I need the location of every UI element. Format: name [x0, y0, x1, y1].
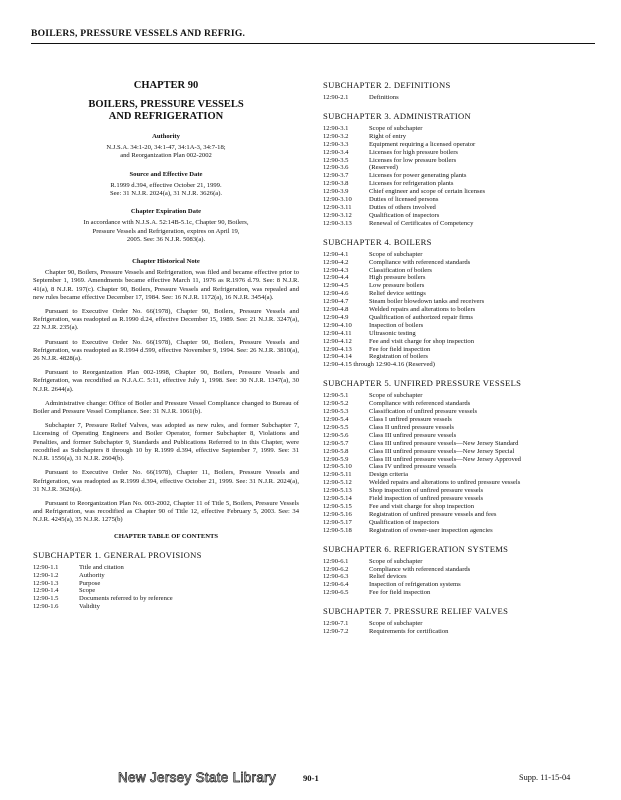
toc-entry — [323, 581, 595, 589]
section-title: Welded repairs and alterations to boilers — [369, 306, 476, 314]
section-number: 12:90-5.6 — [323, 431, 349, 439]
expiration-line2: Pressure Vessels and Refrigeration, expires on April 19, — [92, 227, 240, 235]
section-title: Compliance with referenced standards — [369, 400, 471, 408]
toc-entry — [323, 511, 595, 519]
section-number: 12:90-4.8 — [323, 306, 349, 314]
history-notes — [33, 269, 299, 524]
section-number: 12:90-6.2 — [323, 565, 349, 573]
section-title: Welded repairs and alterations to unfired pressure vessels — [369, 479, 521, 487]
section-number: 12:90-5.13 — [323, 487, 352, 495]
toc-entry — [323, 298, 595, 306]
section-number: 12:90-3.4 — [323, 148, 349, 156]
section-number: 12:90-4.4 — [323, 274, 349, 282]
section-number: 12:90-3.10 — [323, 196, 352, 204]
toc-entry — [323, 133, 595, 141]
toc-entry — [33, 587, 299, 595]
section-title: Field inspection of unfired pressure vessels — [369, 495, 484, 503]
toc-entry — [323, 259, 595, 267]
section-title: Qualification of inspectors — [369, 211, 440, 219]
toc-entry — [323, 346, 595, 354]
section-title: Fee for field inspection — [369, 345, 431, 353]
section-number: 12:90-5.3 — [323, 408, 349, 416]
section-title: Registration of owner-user inspection agencies — [369, 526, 493, 534]
section-number: 12:90-2.1 — [323, 94, 349, 101]
authority-line2: and Reorganization Plan 002-2002 — [120, 152, 212, 160]
section-title: Licenses for power generating plants — [369, 172, 467, 180]
toc-entry — [33, 595, 299, 603]
section-title: Inspection of boilers — [369, 321, 424, 329]
history-paragraph: Pursuant to Reorganization Plan No. 003-2002, Chapter 11 of Title 5, Boilers, Pressure Vessels and Refrigeration, was recodified as Chapter 90 of Title 12, effective February 5, 2003. See: 34 N.J.R. 4245(a), 35 N.J.R. 1275(b) — [33, 499, 299, 524]
section-title: Scope of subchapter — [369, 557, 423, 565]
toc-entry — [33, 580, 299, 588]
section-title: Qualification of authorized repair firms — [369, 313, 473, 321]
source-line1: R.1999 d.394, effective October 21, 1999. — [110, 181, 222, 189]
section-title: Class III unfired pressure vessels — [369, 431, 457, 439]
toc-entry — [323, 251, 595, 259]
section-number: 12:90-4.5 — [323, 282, 349, 290]
section-number: 12:90-5.9 — [323, 455, 349, 463]
section-number: 12:90-1.6 — [33, 603, 59, 611]
section-title: Right of entry — [369, 132, 406, 140]
section-number: 12:90-5.5 — [323, 423, 349, 431]
section-title: Definitions — [369, 94, 399, 101]
supplement-date: Supp. 11-15-04 — [519, 773, 571, 782]
toc-entry — [323, 322, 595, 330]
toc-entry — [323, 353, 595, 361]
section-number: 12:90-5.2 — [323, 400, 349, 408]
history-paragraph: Pursuant to Reorganization Plan 002-1998, Chapter 90, Boilers, Pressure Vessels and Refrigeration, was recodified as N.J.A.C. 5:11, effective July 1, 1998. See: 30 N.J.R. 1347(a), 30 N.J.R. 2644(a). — [33, 369, 299, 393]
section-title: Fee and visit charge for shop inspection — [369, 337, 474, 345]
section-title: Class IV unfired pressure vessels — [369, 463, 457, 471]
section-title: Classification of unfired pressure vessels — [369, 408, 478, 416]
history-paragraph: Pursuant to Executive Order No. 66(1978), Chapter 11, Boilers, Pressure Vessels and Refrigeration, was readopted as R.1999 d.394, effective October 21, 1999. See: 31 N.J.R. 2024(a), 31 N.J.R. 3626(a). — [33, 469, 299, 493]
toc-entry — [323, 448, 595, 456]
section-number: 12:90-4.3 — [323, 266, 349, 274]
section-number: 12:90-3.13 — [323, 219, 352, 227]
section-title: Licenses for refrigeration plants — [369, 180, 454, 188]
source-heading: Source and Effective Date — [129, 170, 203, 178]
toc-entry — [323, 94, 595, 102]
left-column — [33, 80, 299, 611]
page-footer — [0, 770, 621, 790]
section-title: Qualification of inspectors — [369, 518, 440, 526]
toc-entry — [323, 432, 595, 440]
header-rule — [31, 43, 595, 44]
toc-entry — [323, 196, 595, 204]
toc-entry — [323, 361, 595, 369]
toc-entry — [323, 400, 595, 408]
section-number: 12:90-7.1 — [323, 620, 349, 628]
toc-entry — [323, 566, 595, 574]
subchapter-heading: SUBCHAPTER 3. ADMINISTRATION — [323, 110, 472, 121]
section-number: 12:90-6.4 — [323, 581, 349, 589]
section-title: Compliance with referenced standards — [369, 258, 471, 266]
section-number: 12:90-7.2 — [323, 628, 349, 636]
toc-entry — [323, 487, 595, 495]
section-number: 12:90-4.10 — [323, 321, 352, 329]
section-title: 12:90-4.15 through 12:90-4.16 (Reserved) — [323, 361, 435, 369]
section-number: 12:90-3.1 — [323, 124, 349, 132]
history-paragraph: Chapter 90, Boilers, Pressure Vessels and Refrigeration, was filed and became effective prior to September 1, 1969. Amendments became effective March 11, 1976 as R.1976 d.79. See: 8 N.J.R. 41(a), 8 N.J.R. 197(c). Chapter 90, Boilers, Pressure Vessels and Refrigeration, was repealed and new rules became effective December 17, 1984. See: 16 N.J.R. 1172(a), 16 N.J.R. 3454(a). — [33, 269, 299, 301]
toc-entry — [323, 204, 595, 212]
section-number: 12:90-5.12 — [323, 479, 352, 487]
toc-entry — [323, 141, 595, 149]
toc-entry — [323, 519, 595, 527]
section-title: (Reserved) — [369, 164, 398, 172]
section-number: 12:90-1.2 — [33, 571, 59, 579]
section-title: Relief device settings — [369, 290, 426, 298]
expiration-text — [33, 219, 299, 244]
toc-entry — [323, 125, 595, 133]
toc-entry — [323, 290, 595, 298]
toc-entry — [33, 572, 299, 580]
toc-entry — [323, 212, 595, 220]
expiration-line3: 2005. See: 36 N.J.R. 5083(a). — [126, 235, 206, 243]
section-number: 12:90-5.14 — [323, 495, 352, 503]
section-number: 12:90-5.10 — [323, 463, 352, 471]
page-number: 90-1 — [303, 773, 319, 783]
toc-entry — [323, 274, 595, 282]
section-title: Requirements for certification — [369, 628, 449, 636]
section-number: 12:90-3.2 — [323, 132, 349, 140]
toc-entry — [323, 172, 595, 180]
section-title: High pressure boilers — [369, 274, 426, 282]
toc-heading: CHAPTER TABLE OF CONTENTS — [113, 532, 219, 540]
section-title: Chief engineer and scope of certain licenses — [369, 188, 486, 196]
section-title: Design criteria — [369, 471, 408, 479]
toc-entry — [323, 620, 595, 628]
section-title: Scope of subchapter — [369, 124, 423, 132]
toc-entry — [323, 306, 595, 314]
section-number: 12:90-6.3 — [323, 573, 349, 581]
history-paragraph: Pursuant to Executive Order No. 66(1978), Chapter 90, Boilers, Pressure Vessels and Refrigeration, was readopted as R.1990 d.24, effective December 15, 1989. See: 21 N.J.R. 3247(a), 22 N.J.R. 235(a). — [33, 308, 299, 332]
section-number: 12:90-3.6 — [323, 164, 349, 172]
section-number: 12:90-5.8 — [323, 447, 349, 455]
section-number: 12:90-4.13 — [323, 345, 352, 353]
section-title: Scope of subchapter — [369, 392, 423, 400]
running-head: BOILERS, PRESSURE VESSELS AND REFRIG. — [31, 28, 246, 39]
authority-heading: Authority — [152, 133, 180, 140]
history-heading: Chapter Historical Note — [132, 258, 200, 266]
section-title: Relief devices — [369, 573, 407, 581]
toc-entry — [323, 424, 595, 432]
section-title: Title and citation — [79, 563, 124, 571]
chapter-title-line1: BOILERS, PRESSURE VESSELS — [88, 99, 244, 110]
toc-entry — [323, 149, 595, 157]
chapter-title-line2: AND REFRIGERATION — [108, 111, 224, 122]
section-title: Inspection of refrigeration systems — [369, 581, 461, 589]
section-number: 12:90-3.8 — [323, 180, 349, 188]
section-number: 12:90-5.16 — [323, 510, 352, 518]
section-title: Classification of boilers — [369, 266, 432, 274]
toc-entry — [323, 282, 595, 290]
toc-entry — [323, 495, 595, 503]
toc-entry — [323, 164, 595, 172]
toc-entry — [323, 471, 595, 479]
section-title: Fee for field inspection — [369, 589, 431, 597]
section-title: Steam boiler blowdown tanks and receivers — [369, 298, 485, 306]
source-line2: See: 31 N.J.R. 2024(a), 31 N.J.R. 3626(a). — [109, 190, 223, 198]
section-title: Class II unfired pressure vessels — [369, 423, 454, 431]
authority-line1: N.J.S.A. 34:1-20, 34:1-47, 34:1A-3, 34:7-18; — [106, 144, 226, 152]
section-number: 12:90-3.5 — [323, 156, 349, 164]
toc-entry — [323, 220, 595, 228]
section-title: Class III unfired pressure vessels—New Jersey Standard — [369, 439, 519, 447]
toc-entry — [33, 564, 299, 572]
section-title: Class I unfired pressure vessels — [369, 416, 452, 423]
toc-right — [323, 80, 595, 636]
expiration-line1: In accordance with N.J.S.A. 52:14B-5.1c, Chapter 90, Boilers, — [83, 219, 249, 227]
subchapter-heading: SUBCHAPTER 4. BOILERS — [323, 236, 432, 247]
toc-entry — [323, 440, 595, 448]
toc-entry — [323, 157, 595, 165]
toc-entry — [323, 338, 595, 346]
expiration-heading: Chapter Expiration Date — [130, 208, 202, 216]
section-title: Shop inspection of unfired pressure vessels — [369, 487, 484, 495]
section-number: 12:90-5.7 — [323, 439, 349, 447]
section-title: Scope of subchapter — [369, 620, 423, 628]
section-title: Duties of others involved — [369, 203, 436, 211]
authority-text — [33, 144, 299, 160]
section-title: Compliance with referenced standards — [369, 565, 471, 573]
section-number: 12:90-5.17 — [323, 518, 352, 526]
toc-entry — [323, 589, 595, 597]
toc-entry — [323, 503, 595, 511]
toc-entry — [323, 463, 595, 471]
toc-left — [33, 550, 299, 611]
section-title: Registration of unfired pressure vessels and fees — [369, 510, 497, 518]
section-title: Class III unfired pressure vessels—New Jersey Special — [369, 447, 515, 455]
section-title: Licenses for high pressure boilers — [369, 148, 458, 156]
source-text — [33, 182, 299, 198]
section-title: Scope of subchapter — [369, 250, 423, 258]
section-number: 12:90-4.1 — [323, 250, 349, 258]
section-title: Purpose — [79, 579, 101, 587]
section-number: 12:90-3.12 — [323, 211, 352, 219]
toc-entry — [323, 456, 595, 464]
section-number: 12:90-4.14 — [323, 353, 352, 361]
section-title: Duties of licensed persons — [369, 196, 439, 204]
section-number: 12:90-4.6 — [323, 290, 349, 298]
section-title: Validity — [79, 603, 100, 611]
section-title: Class III unfired pressure vessels—New Jersey Approved — [369, 455, 521, 463]
toc-entry — [323, 527, 595, 535]
section-number: 12:90-1.4 — [33, 587, 59, 595]
toc-entry — [323, 416, 595, 424]
section-number: 12:90-6.1 — [323, 557, 349, 565]
section-number: 12:90-3.9 — [323, 188, 349, 196]
toc-entry — [323, 573, 595, 581]
section-number: 12:90-1.5 — [33, 595, 59, 603]
toc-entry — [323, 314, 595, 322]
section-number: 12:90-5.15 — [323, 502, 352, 510]
subchapter-heading: SUBCHAPTER 1. GENERAL PROVISIONS — [33, 549, 202, 560]
section-number: 12:90-5.4 — [323, 416, 349, 423]
subchapter-heading: SUBCHAPTER 5. UNFIRED PRESSURE VESSELS — [323, 378, 522, 389]
history-paragraph: Administrative change: Office of Boiler and Pressure Vessel Compliance changed to Bureau of Boiler and Pressure Vessel Compliance. See: 31 N.J.R. 1061(b). — [33, 399, 299, 416]
subchapter-heading: SUBCHAPTER 6. REFRIGERATION SYSTEMS — [323, 543, 509, 554]
section-number: 12:90-5.11 — [323, 471, 352, 479]
toc-entry — [323, 180, 595, 188]
toc-entry — [323, 408, 595, 416]
toc-entry — [33, 603, 299, 611]
section-number: 12:90-1.3 — [33, 579, 59, 587]
section-title: Authority — [79, 571, 105, 579]
section-number: 12:90-4.12 — [323, 337, 352, 345]
chapter-number: CHAPTER 90 — [133, 80, 199, 91]
section-title: Licenses for low pressure boilers — [369, 156, 457, 164]
section-number: 12:90-4.9 — [323, 313, 349, 321]
history-paragraph: Pursuant to Executive Order No. 66(1978), Chapter 90, Boilers, Pressure Vessels and Refrigeration, was readopted as R.1994 d.599, effective November 9, 1994. See: 26 N.J.R. 3810(a), 26 N.J.R. 4828(a). — [33, 338, 299, 363]
section-number: 12:90-4.7 — [323, 298, 349, 306]
section-number: 12:90-1.1 — [33, 563, 59, 571]
toc-entry — [323, 392, 595, 400]
section-number: 12:90-5.18 — [323, 526, 352, 534]
section-title: Scope — [79, 587, 96, 595]
section-title: Renewal of Certificates of Competency — [369, 219, 474, 227]
toc-entry — [323, 558, 595, 566]
section-number: 12:90-3.11 — [323, 203, 352, 211]
chapter-title — [33, 99, 299, 123]
toc-entry — [323, 479, 595, 487]
section-title: Registration of boilers — [369, 353, 428, 361]
section-number: 12:90-4.11 — [323, 329, 352, 337]
section-number: 12:90-5.1 — [323, 392, 349, 400]
toc-entry — [323, 628, 595, 636]
library-watermark: New Jersey State Library — [118, 770, 277, 785]
section-number: 12:90-6.5 — [323, 589, 349, 597]
history-paragraph: Subchapter 7, Pressure Relief Valves, was adopted as new rules, and former Subchapter 7, Licensing of Operating Engineers and Boiler Operator, former Subchapter 8, Violations and Penalties, and former Subchapter 9, Standards and Publications Referred to in this Chapter, were recodified as Subchapters 8 through 10 by R.1999 d.394, effective September 7, 1999. See: 31 N.J.R. 1556(a), 31 N.J.R. 2604(b). — [33, 422, 299, 463]
section-number: 12:90-3.7 — [323, 172, 349, 180]
section-title: Equipment requiring a licensed operator — [369, 140, 476, 148]
section-title: Ultrasonic testing — [369, 329, 416, 337]
section-title: Fee and visit charge for shop inspection — [369, 502, 474, 510]
toc-entry — [323, 188, 595, 196]
subchapter-heading: SUBCHAPTER 7. PRESSURE RELIEF VALVES — [323, 606, 509, 617]
section-title: Low pressure boilers — [369, 282, 425, 290]
toc-entry — [323, 330, 595, 338]
section-number: 12:90-3.3 — [323, 140, 349, 148]
section-number: 12:90-4.2 — [323, 258, 349, 266]
section-title: Documents referred to by reference — [79, 595, 173, 603]
toc-entry — [323, 267, 595, 275]
subchapter-heading: SUBCHAPTER 2. DEFINITIONS — [323, 80, 451, 90]
